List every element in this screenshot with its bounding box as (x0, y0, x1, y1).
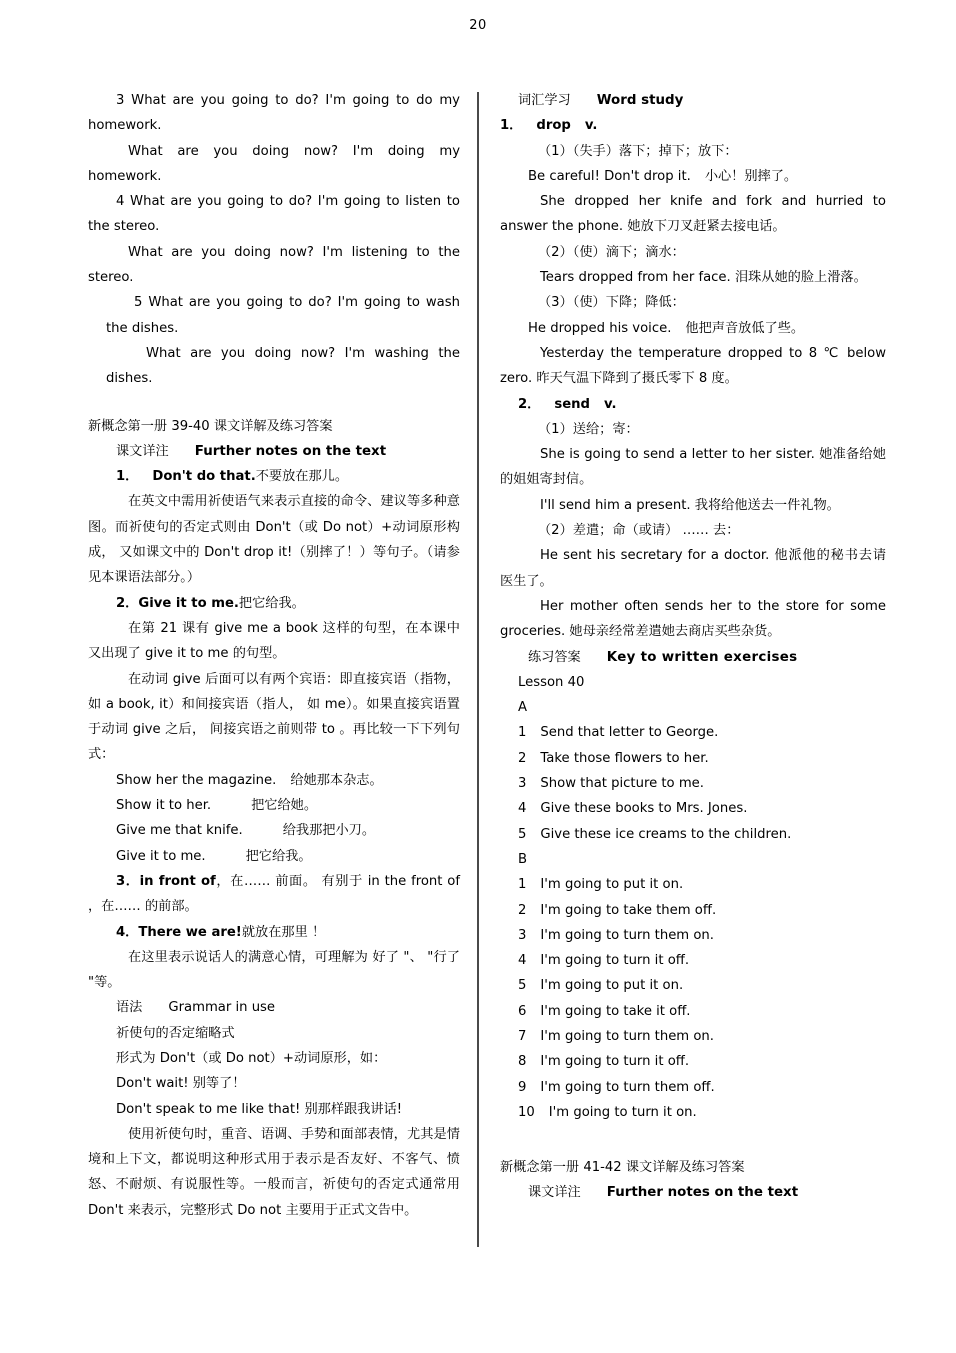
example-cn: 小心！别摔了。 (704, 168, 798, 184)
next-subsection-heading-cn: 课文详注 (528, 1185, 581, 1201)
word-study-heading-cn: 词汇学习 (518, 93, 571, 108)
sense-label: （2）差遣；命（或请） …… 去： (538, 523, 740, 539)
answer-number: 7 (518, 1028, 527, 1044)
subsection-heading-cn: 课文详注 (116, 443, 169, 459)
group-b-list (500, 872, 886, 1125)
dialogue-line: 3 What are you going to do? I'm going to do my homework. (88, 93, 460, 134)
dialogue-line: What are you doing now? I'm doing my homework. (88, 143, 460, 184)
word-entry-2-heading (500, 392, 886, 417)
answer-text: I'm going to turn it off. (540, 1054, 690, 1070)
note-3-en: in front of (139, 873, 216, 889)
left-column (88, 88, 460, 1223)
answer-item (500, 1100, 886, 1125)
answer-text: I'm going to put it on. (540, 978, 684, 994)
sense-label: （3）（使）下降；降低： (538, 295, 685, 311)
group-b-label: B (518, 851, 528, 867)
note-3-number: 3． (116, 873, 140, 889)
right-column (500, 88, 886, 1206)
example-cn: 把它给我。 (245, 848, 312, 864)
dialogue-line: What are you doing now? I'm listening to the stereo. (88, 244, 460, 286)
example-cn: 给她那本杂志。 (290, 772, 383, 788)
answer-number: 3 (518, 776, 527, 792)
note-4-cn: 就放在那里 ！ (241, 924, 326, 940)
sense-label: （1）（失手）落下；掉下；放下： (538, 143, 738, 159)
grammar-line-1: 祈使句的否定缩略式 (116, 1025, 235, 1041)
answer-text: Give these books to Mrs. Jones. (540, 801, 748, 817)
note-1-body: 在英文中需用祈使语气来表示直接的命令、建议等多种意图。而祈使句的否定式则由 Don't（或 Do not）+动词原形构成， 又如课文中的 Don't drop it!（别摔了！）等句子。（请参见本课语法部分。） (88, 494, 460, 586)
next-subsection-heading (500, 1180, 886, 1205)
note-2-heading (88, 591, 460, 616)
example-en: Yesterday the temperature dropped to 8 ℃ below zero. (500, 345, 886, 387)
note-2-number: 2． (116, 595, 139, 611)
answer-item (500, 746, 886, 771)
example-cn: 他派他的秘书去请医生了。 (500, 548, 887, 589)
example-line (88, 844, 460, 869)
note-2-body-1: 在第 21 课有 give me a book 这样的句型，在本课中又出现了 give it to me 的句型。 (88, 620, 460, 662)
lesson-section-header: 新概念第一册 39-40 课文详解及练习答案 (88, 418, 333, 434)
example-line (88, 768, 460, 793)
answer-text: I'm going to take them off. (540, 902, 717, 918)
answer-item (500, 1024, 886, 1049)
group-a-list (500, 720, 886, 846)
sense-example (500, 189, 886, 240)
word-study-heading-en: Word study (596, 93, 684, 108)
answer-item (500, 720, 886, 745)
answer-item (500, 1049, 886, 1074)
sense-example (500, 594, 886, 645)
answer-text: I'm going to turn them on. (540, 927, 714, 943)
note-4-number: 4． (116, 924, 139, 940)
answer-number: 4 (518, 953, 527, 969)
answer-number: 10 (518, 1104, 535, 1120)
answer-text: I'm going to put it on. (540, 877, 684, 893)
answer-item (500, 771, 886, 796)
example-en: Her mother often sends her to the store for some groceries. (500, 598, 886, 640)
answer-item (500, 999, 886, 1024)
answer-number: 5 (518, 978, 527, 994)
example-en: Be careful! Don't drop it. (528, 168, 691, 184)
word-entry-2-word: send (554, 396, 590, 412)
answer-number: 9 (518, 1079, 527, 1095)
sense-example (500, 493, 886, 518)
note-4-heading (88, 920, 460, 945)
grammar-line-2: 形式为 Don't（或 Do not）+动词原形，如： (116, 1050, 387, 1066)
answer-item (500, 822, 886, 847)
key-heading-en: Key to written exercises (606, 649, 798, 665)
two-column-body (0, 88, 956, 1258)
subsection-heading (88, 439, 460, 464)
answer-number: 4 (518, 801, 527, 817)
answer-item (500, 796, 886, 821)
sense-example (500, 442, 886, 493)
example-cn: 他把声音放低了些。 (685, 320, 805, 336)
example-cn: 她准备给她的姐姐寄封信。 (500, 447, 886, 488)
answer-text: Give these ice creams to the children. (540, 826, 792, 842)
note-1-en: Don't do that. (152, 469, 256, 485)
sense-example (500, 265, 886, 290)
answer-number: 1 (518, 877, 527, 893)
example-en: Show her the magazine. (116, 772, 277, 788)
example-cn: 我将给他送去一件礼物。 (694, 497, 840, 513)
answer-text: I'm going to take it off. (540, 1003, 691, 1019)
example-en: Tears dropped from her face. (540, 270, 731, 286)
word-entry-2-pos: v. (604, 396, 617, 412)
example-cn: 泪珠从她的脸上滑落。 (734, 270, 867, 286)
grammar-body: 使用祈使句时，重音、语调、手势和面部表情，尤其是情境和上下文，都说明这种形式用于表示是否友好、不客气、愤怒、不耐烦、有说服性等。一般而言，祈使句的否定式通常用 Don't 来表示，完整形式 Do not 主要用于正式文告中。 (88, 1126, 460, 1218)
word-study-heading (500, 88, 886, 113)
note-3 (88, 869, 460, 920)
answer-text: I'm going to turn it off. (540, 953, 690, 969)
grammar-example-2: Don't speak to me like that! 别那样跟我讲话! (116, 1101, 403, 1117)
note-2-cn: 把它给我。 (238, 595, 305, 611)
example-cn: 昨天气温下降到了摄氏零下 8 度。 (536, 371, 738, 387)
example-en: I'll send him a present. (540, 497, 691, 513)
answer-text: I'm going to turn them off. (540, 1079, 715, 1095)
example-line (88, 818, 460, 843)
note-4-en: There we are! (138, 924, 242, 940)
sense-example (500, 341, 886, 392)
sense-label: （1）送给；寄： (538, 421, 639, 437)
answer-number: 1 (518, 725, 527, 741)
answer-number: 5 (518, 826, 527, 842)
example-cn: 她放下刀叉赶紧去接电话。 (627, 219, 786, 235)
spacer (88, 392, 460, 414)
answer-text: I'm going to turn it on. (548, 1104, 697, 1120)
dialogue-line: What are you doing now? I'm washing the dishes. (106, 345, 460, 387)
answer-text: Take those flowers to her. (540, 750, 709, 766)
note-1-heading (88, 464, 460, 489)
page-number: 20 (469, 18, 487, 33)
word-entry-1-heading (500, 113, 886, 138)
answer-item (500, 872, 886, 897)
note-2-body-2: 在动词 give 后面可以有两个宾语：即直接宾语（指物， 如 a book, it）和间接宾语（指人， 如 me）。如果直接宾语置于动词 give 之后， 间接宾语之前则带 to 。再比较一下下列句式： (88, 671, 460, 763)
example-cn: 把它给她。 (251, 798, 318, 814)
dialogue-line: 4 What are you going to do? I'm going to listen to the stereo. (88, 194, 460, 235)
answer-item (500, 1075, 886, 1100)
example-cn: 给我那把小刀。 (282, 823, 376, 839)
example-en: He sent his secretary for a doctor. (540, 548, 770, 564)
next-subsection-heading-en: Further notes on the text (606, 1185, 799, 1201)
example-en: Show it to her. (116, 798, 212, 814)
sense-example (500, 316, 886, 341)
group-a-label: A (518, 700, 528, 716)
word-entry-2-number: 2． (518, 396, 541, 412)
word-entry-1-word: drop (536, 118, 571, 134)
answer-item (500, 948, 886, 973)
word-entry-1-number: 1． (500, 118, 523, 134)
next-lesson-section-header: 新概念第一册 41-42 课文详解及练习答案 (500, 1160, 745, 1176)
key-heading (500, 645, 886, 670)
example-line (88, 793, 460, 818)
dialogue-line: 5 What are you going to do? I'm going to wash the dishes. (106, 295, 460, 336)
sense-example (500, 543, 886, 594)
note-4-body: 在这里表示说话人的满意心情，可理解为 好了 "、 "行了 "等。 (88, 949, 460, 991)
dialogue-block (88, 88, 460, 392)
example-en: She is going to send a letter to her sister. (540, 447, 815, 463)
answer-text: Send that letter to George. (540, 725, 719, 741)
sense-label: （2）（使）滴下；滴水： (538, 244, 685, 260)
answer-text: Show that picture to me. (540, 776, 704, 792)
example-en: Give it to me. (116, 848, 206, 864)
grammar-example-1: Don't wait! 别等了！ (116, 1076, 246, 1092)
answer-item (500, 923, 886, 948)
note-3-cn: ，在…… 前面。 有别于 in the front of ，在…… 的前部。 (88, 873, 460, 915)
note-1-number: 1． (116, 469, 139, 485)
answer-number: 8 (518, 1054, 527, 1070)
sense-example (500, 164, 886, 189)
grammar-heading (88, 995, 460, 1020)
word-entry-1-pos: v. (584, 118, 598, 134)
example-en: Give me that knife. (116, 823, 243, 839)
answer-number: 2 (518, 902, 527, 918)
note-1-cn: 不要放在那儿。 (255, 469, 349, 485)
lesson-label: Lesson 40 (518, 674, 585, 690)
answer-text: I'm going to turn them on. (540, 1028, 714, 1044)
grammar-heading-en: Grammar in use (168, 1000, 276, 1016)
example-en: She dropped her knife and fork and hurried to answer the phone. (500, 194, 886, 235)
answer-number: 2 (518, 750, 527, 766)
answer-number: 3 (518, 927, 527, 943)
key-heading-cn: 练习答案 (528, 649, 581, 665)
note-2-en: Give it to me. (138, 595, 239, 611)
example-cn: 她母亲经常差遣她去商店买些杂货。 (569, 624, 781, 640)
grammar-heading-cn: 语法 (116, 1000, 143, 1016)
answer-item (500, 973, 886, 998)
subsection-heading-en: Further notes on the text (194, 443, 387, 459)
spacer (500, 1125, 886, 1155)
answer-item (500, 898, 886, 923)
answer-number: 6 (518, 1003, 527, 1019)
example-en: He dropped his voice. (528, 320, 672, 336)
